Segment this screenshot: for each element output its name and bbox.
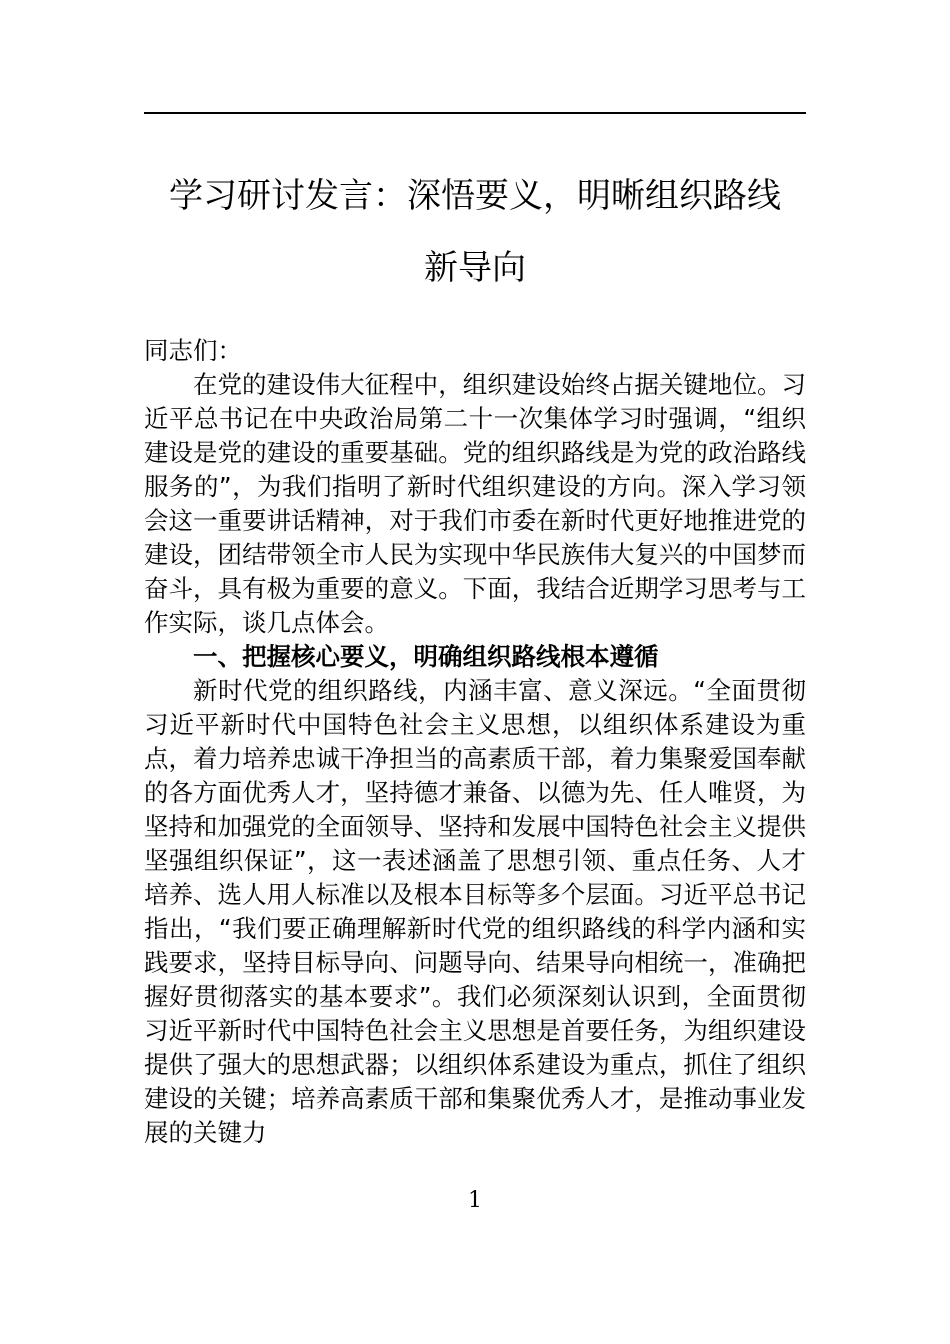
salutation: 同志们：: [144, 336, 242, 365]
section-heading-1: 一、把握核心要义，明确组织路线根本遵循: [193, 642, 659, 671]
document-body: [144, 334, 806, 1150]
paragraph-intro: 在党的建设伟大征程中，组织建设始终占据关键地位。习近平总书记在中央政治局第二十一次集体学习时强调，“组织建设是党的建设的重要基础。党的组织路线是为党的政治路线服务的”，为我们指明了新时代组织建设的方向。深入学习领会这一重要讲话精神，对于我们市委在新时代更好地推进党的建设，团结带领全市人民为实现中华民族伟大复兴的中国梦而奋斗，具有极为重要的意义。下面，我结合近期学习思考与工作实际，谈几点体会。: [144, 370, 806, 637]
header-rule: [144, 112, 806, 114]
document-title: [144, 160, 806, 304]
title-line-1: 学习研讨发言：深悟要义，明晰组织路线: [169, 176, 781, 216]
title-line-2: 新导向: [424, 248, 526, 288]
paragraph-section-1: 新时代党的组织路线，内涵丰富、意义深远。“全面贯彻习近平新时代中国特色社会主义思想，以组织体系建设为重点，着力培养忠诚干净担当的高素质干部，着力集聚爱国奉献的各方面优秀人才，坚持德才兼备、以德为先、任人唯贤，为坚持和加强党的全面领导、坚持和发展中国特色社会主义提供坚强组织保证”，这一表述涵盖了思想引领、重点任务、人才培养、选人用人标准以及根本目标等多个层面。习近平总书记指出，“我们要正确理解新时代党的组织路线的科学内涵和实践要求，坚持目标导向、问题导向、结果导向相统一，准确把握好贯彻落实的基本要求”。我们必须深刻认识到，全面贯彻习近平新时代中国特色社会主义思想是首要任务，为组织建设提供了强大的思想武器；以组织体系建设为重点，抓住了组织建设的关键；培养高素质干部和集聚优秀人才，是推动事业发展的关键力: [144, 676, 806, 1147]
page-number: 1: [468, 1188, 482, 1213]
